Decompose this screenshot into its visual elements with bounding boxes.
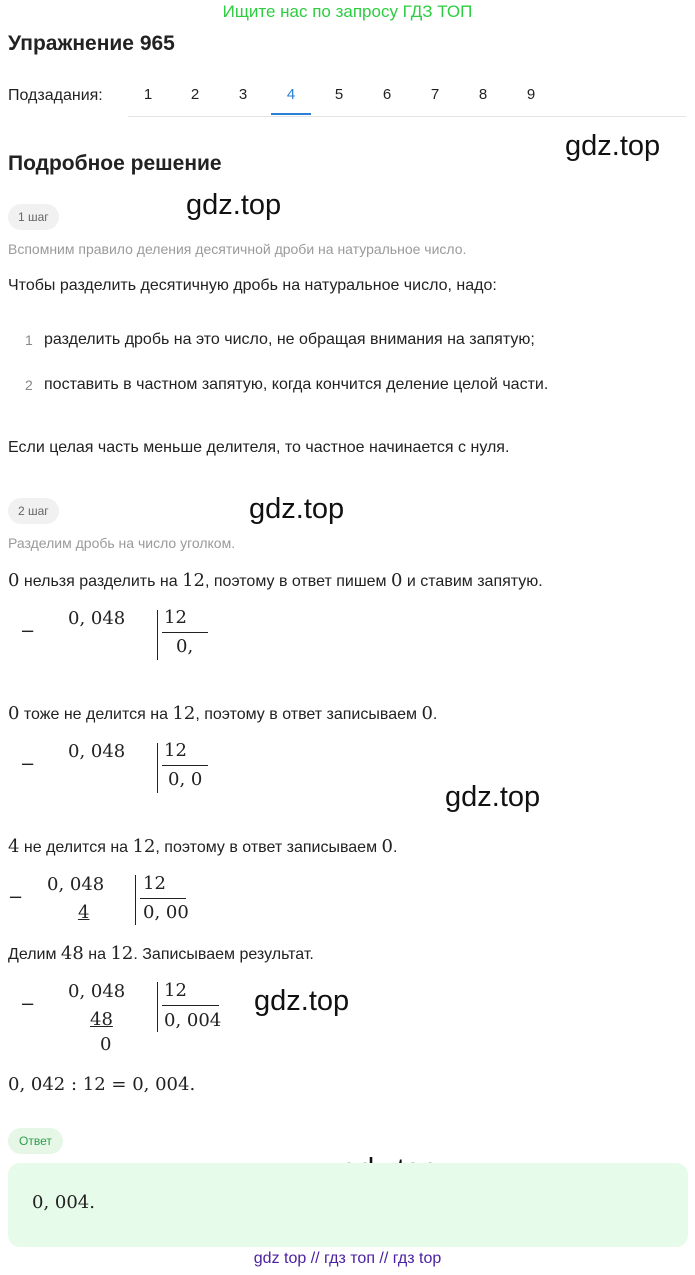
step-badge-1: 1 шаг: [8, 204, 59, 230]
division-bracket: [157, 982, 158, 1032]
subtask-tab-1[interactable]: 1: [143, 86, 153, 103]
subtask-tab-3[interactable]: 3: [238, 86, 248, 103]
minus-sign: −: [8, 887, 24, 908]
quotient: 0,: [176, 636, 194, 657]
watermark: gdz.top: [445, 781, 541, 813]
remainder: 0: [100, 1034, 112, 1055]
step1-note: Если целая часть меньше делителя, то частное начинается с нуля.: [8, 439, 510, 456]
divisor: 12: [143, 873, 166, 894]
divisor-line: [140, 898, 186, 899]
dividend: 0, 048: [68, 981, 126, 1002]
result-equation: 0, 042 : 12 = 0, 004.: [8, 1074, 196, 1095]
subtask-tab-8[interactable]: 8: [478, 86, 488, 103]
divisor: 12: [164, 740, 187, 761]
step2-paragraph-1: 0 нельзя разделить на 12, поэтому в ответ пишем 0 и ставим запятую.: [8, 570, 543, 591]
list-item: поставить в частном запятую, когда кончится деление целой части.: [44, 376, 549, 393]
divisor-line: [162, 765, 208, 766]
divisor-line: [162, 1005, 219, 1006]
subtask-tab-7[interactable]: 7: [430, 86, 440, 103]
search-banner[interactable]: Ищите нас по запросу ГДЗ ТОП: [222, 2, 473, 21]
minus-sign: −: [20, 621, 36, 642]
division-bracket: [157, 743, 158, 793]
dividend: 0, 048: [47, 874, 105, 895]
step-badge-2: 2 шаг: [8, 498, 59, 524]
minus-sign: −: [20, 994, 36, 1015]
active-tab-indicator: [271, 113, 311, 115]
step2-hint: Разделим дробь на число уголком.: [8, 535, 236, 551]
watermark: gdz.top: [186, 189, 282, 221]
dividend: 0, 048: [68, 608, 126, 629]
step1-hint: Вспомним правило деления десятичной дроби на натуральное число.: [8, 241, 467, 257]
step2-paragraph-2: 0 тоже не делится на 12, поэтому в ответ записываем 0.: [8, 703, 438, 724]
quotient: 0, 004: [164, 1010, 222, 1031]
page-title: Упражнение 965: [8, 32, 175, 55]
answer-value: 0, 004.: [32, 1192, 95, 1213]
answer-badge: Ответ: [8, 1128, 63, 1154]
footer-links[interactable]: gdz top // гдз топ // гдз top: [253, 1250, 442, 1267]
list-number: 2: [25, 377, 33, 393]
subtask-tab-9[interactable]: 9: [526, 86, 536, 103]
step1-intro: Чтобы разделить десятичную дробь на натуральное число, надо:: [8, 277, 497, 294]
subtask-tab-2[interactable]: 2: [190, 86, 200, 103]
dividend: 0, 048: [68, 741, 126, 762]
watermark: gdz.top: [254, 985, 350, 1017]
divisor: 12: [164, 980, 187, 1001]
watermark: gdz.top: [565, 130, 661, 162]
quotient: 0, 00: [143, 902, 189, 923]
list-item: разделить дробь на это число, не обращая внимания на запятую;: [44, 331, 535, 348]
step2-paragraph-4: Делим 48 на 12. Записываем результат.: [8, 943, 314, 964]
answer-box: [8, 1163, 688, 1247]
subtask-tab-4[interactable]: 4: [286, 86, 296, 103]
subtrahend: 48: [90, 1009, 113, 1030]
list-number: 1: [25, 332, 33, 348]
division-bracket: [135, 875, 136, 925]
minus-sign: −: [20, 754, 36, 775]
subtasks-label: Подзадания:: [8, 87, 103, 104]
step2-paragraph-3: 4 не делится на 12, поэтому в ответ записываем 0.: [8, 836, 398, 857]
subtask-tab-6[interactable]: 6: [382, 86, 392, 103]
subtrahend: 4: [78, 902, 90, 923]
quotient: 0, 0: [168, 769, 203, 790]
subtask-tab-5[interactable]: 5: [334, 86, 344, 103]
division-bracket: [157, 610, 158, 660]
subtasks-tabs: [128, 80, 686, 117]
divisor: 12: [164, 607, 187, 628]
section-title: Подробное решение: [8, 152, 222, 175]
divisor-line: [162, 632, 208, 633]
watermark: gdz.top: [249, 493, 345, 525]
